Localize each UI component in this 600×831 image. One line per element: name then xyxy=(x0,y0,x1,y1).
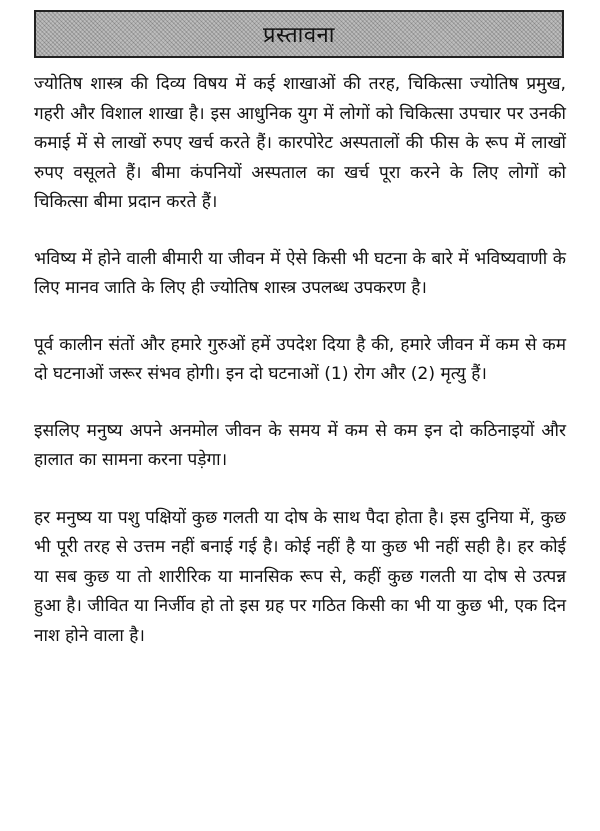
section-title-banner xyxy=(34,10,564,58)
page-title: प्रस्तावना xyxy=(263,23,335,48)
paragraph-1: ज्योतिष शास्त्र की दिव्य विषय में कई शाखाओं की तरह, चिकित्सा ज्योतिष प्रमुख, गहरी और विशाल शाखा है। इस आधुनिक युग में लोगों को चिकित्सा उपचार पर उनकी कमाई में से लाखों रुपए खर्च करते हैं। कारपोरेट अस्पतालों की फीस के रूप में लाखों रुपए वसूलते हैं। बीमा कंपनियों अस्पताल का खर्च पूरा करने के लिए लोगों को चिकित्सा बीमा प्रदान करते हैं। xyxy=(34,74,566,212)
paragraph-3: पूर्व कालीन संतों और हमारे गुरुओं हमें उपदेश दिया है की, हमारे जीवन में कम से कम दो घटनाओं जरूर संभव होगी। इन दो घटनाओं (1) रोग और (2) मृत्यु हैं। xyxy=(34,334,566,384)
paragraph-2: भविष्य में होने वाली बीमारी या जीवन में ऐसे किसी भी घटना के बारे में भविष्यवाणी के लिए मानव जाति के लिए ही ज्योतिष शास्त्र उपलब्ध उपकरण है। xyxy=(34,248,566,298)
document-body xyxy=(34,70,566,678)
paragraph-5: हर मनुष्य या पशु पक्षियों कुछ गलती या दोष के साथ पैदा होता है। इस दुनिया में, कुछ भी पूरी तरह से उत्तम नहीं बनाई गई है। कोई नहीं है या कुछ भी नहीं सही है। हर कोई या सब कुछ या तो शारीरिक या मानसिक रूप से, कहीं कुछ गलती या दोष से उत्पन्न हुआ है। जीवित या निर्जीव हो तो इस ग्रह पर गठित किसी का भी या कुछ भी, एक दिन नाश होने वाला है। xyxy=(34,507,566,646)
paragraph-4: इसलिए मनुष्य अपने अनमोल जीवन के समय में कम से कम इन दो कठिनाइयों और हालात का सामना करना पड़ेगा। xyxy=(34,420,566,470)
